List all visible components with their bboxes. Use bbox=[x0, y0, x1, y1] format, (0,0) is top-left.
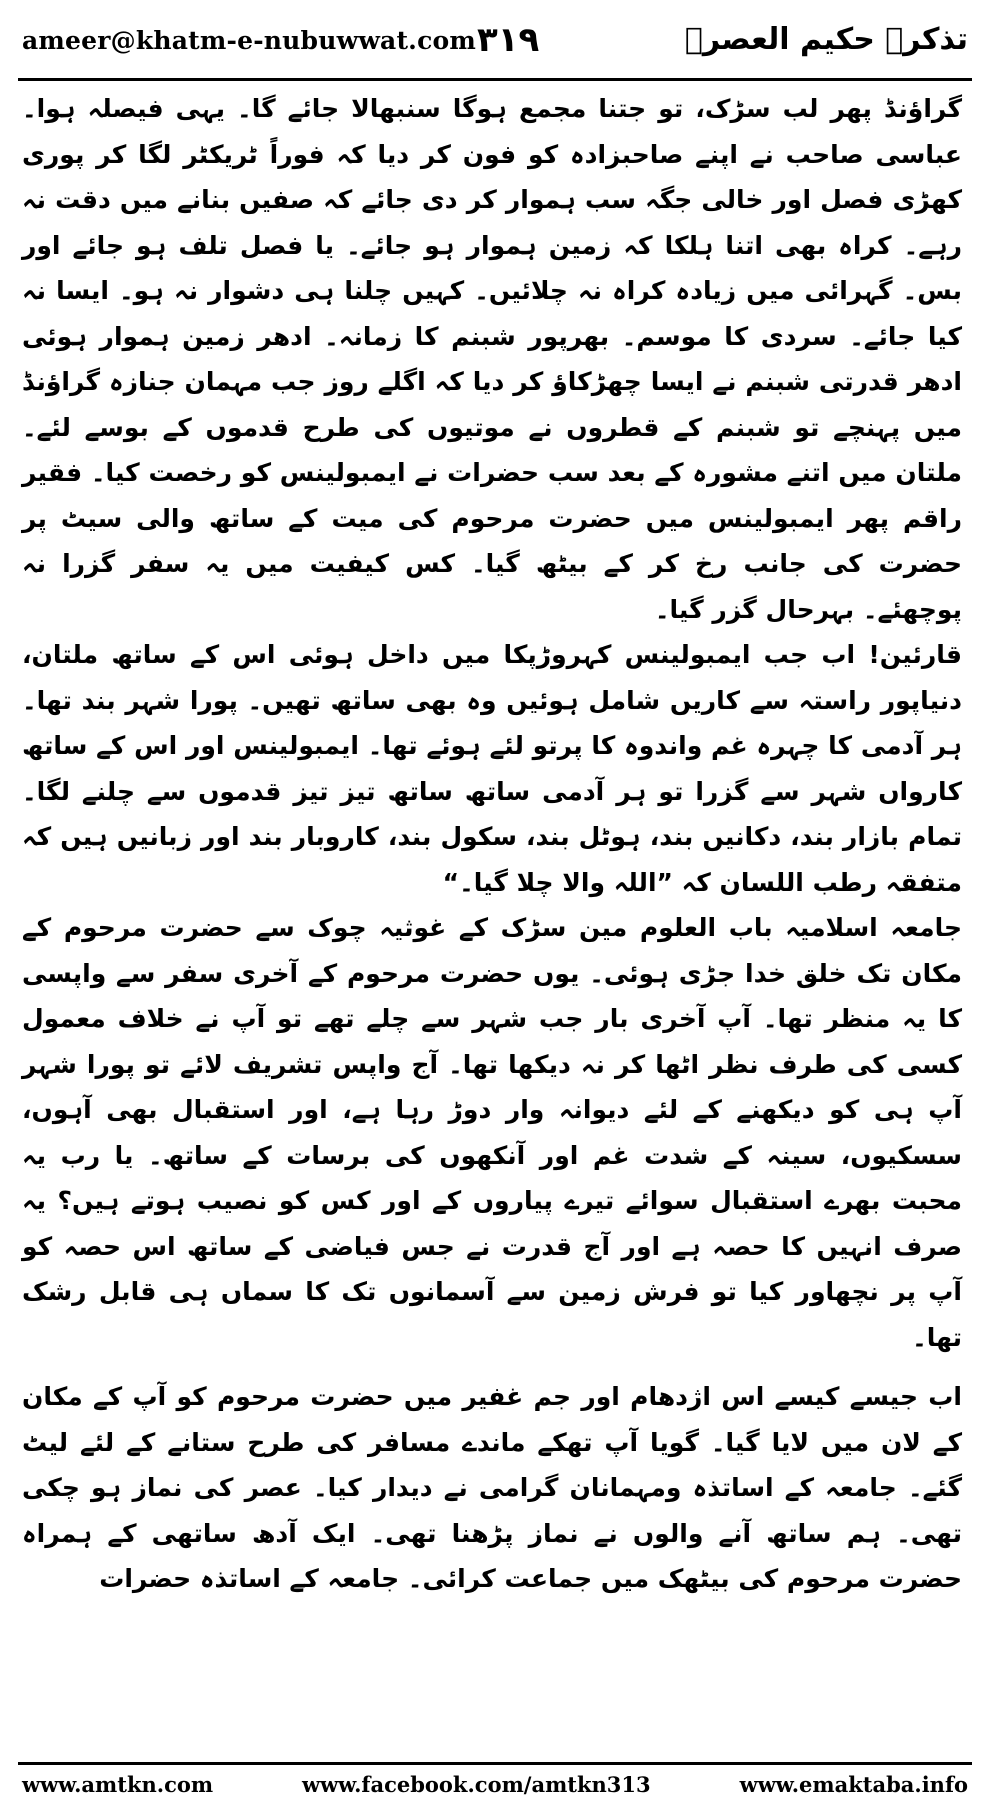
page-body bbox=[22, 86, 962, 1602]
paragraph-1: گراؤنڈ پھر لب سڑک، تو جتنا مجمع ہوگا سنبھالا جائے گا۔ یہی فیصلہ ہوا۔ عباسی صاحب نے اپنے صاحبزادہ کو فون کر دیا کہ فوراً ٹریکٹر لگا کر پوری کھڑی فصل اور خالی جگہ سب ہموار کر دی جائے کہ صفیں بنانے میں دقت نہ رہے۔ کراہ بھی اتنا ہلکا کہ زمین ہموار ہو جائے۔ یا فصل تلف ہو جائے اور بس۔ گہرائی میں زیادہ کراہ نہ چلائیں۔ کہیں چلنا ہی دشوار نہ ہو۔ ایسا نہ کیا جائے۔ سردی کا موسم۔ بھرپور شبنم کا زمانہ۔ ادھر زمین ہموار ہوئی ادھر قدرتی شبنم نے ایسا چھڑکاؤ کر دیا کہ اگلے روز جب مہمان جنازہ گراؤنڈ میں پہنچے تو شبنم کے قطروں نے موتیوں کی طرح قدموں کے بوسے لئے۔ ملتان میں اتنے مشورہ کے بعد سب حضرات نے ایمبولینس کو رخصت کیا۔ فقیر راقم پھر ایمبولینس میں حضرت مرحوم کی میت کے ساتھ والی سیٹ پر حضرت کی جانب رخ کر کے بیٹھ گیا۔ کس کیفیت میں یہ سفر گزرا نہ پوچھئے۔ بہرحال گزر گیا۔ bbox=[22, 94, 962, 624]
paragraph-3: جامعہ اسلامیہ باب العلوم مین سڑک کے غوثیہ چوک سے حضرت مرحوم کے مکان تک خلق خدا جڑی ہوئی۔ یوں حضرت مرحوم کے آخری سفر سے واپسی کا یہ منظر تھا۔ آپ آخری بار جب شہر سے چلے تھے تو آپ نے خلاف معمول کسی کی طرف نظر اٹھا کر نہ دیکھا تھا۔ آج واپس تشریف لائے تو پورا شہر آپ ہی کو دیکھنے کے لئے دیوانہ وار دوڑ رہا ہے، اور استقبال بھی آہوں، سسکیوں، سینہ کے شدت غم اور آنکھوں کی برسات کے ساتھ۔ یا رب یہ محبت بھرے استقبال سوائے تیرے پیاروں کے اور کس کو نصیب ہوتے ہیں؟ یہ صرف انہیں کا حصہ ہے اور آج قدرت نے جس فیاضی کے ساتھ اس حصہ کو آپ پر نچھاور کیا تو فرش زمین سے آسمانوں تک کا سماں ہی قابل رشک تھا۔ bbox=[22, 913, 962, 1352]
footer-link-emaktaba[interactable]: www.emaktaba.info bbox=[739, 1772, 968, 1797]
paragraph-4: اب جیسے کیسے اس اژدھام اور جم غفیر میں حضرت مرحوم کو آپ کے مکان کے لان میں لایا گیا۔ گویا آپ تھکے ماندے مسافر کی طرح ستانے کے لئے لیٹ گئے۔ جامعہ کے اساتذہ ومہمانان گرامی نے دیدار کیا۔ عصر کی نماز ہو چکی تھی۔ ہم ساتھ آنے والوں نے نماز پڑھنا تھی۔ ایک آدھ ساتھی کے ہمراہ حضرت مرحوم کی بیٹھک میں جماعت کرائی۔ جامعہ کے اساتذہ حضرات bbox=[22, 1382, 962, 1593]
page-number: ۳۱۹ bbox=[477, 20, 540, 60]
header-divider bbox=[18, 78, 972, 81]
page-header bbox=[22, 18, 968, 74]
footer-link-amtkn[interactable]: www.amtkn.com bbox=[22, 1772, 214, 1797]
book-title: تذکرہ حکیم العصرؒ bbox=[684, 22, 968, 57]
footer-divider bbox=[18, 1762, 972, 1765]
footer-link-facebook[interactable]: www.facebook.com/amtkn313 bbox=[302, 1772, 651, 1797]
header-email: ameer@khatm-e-nubuwwat.com bbox=[22, 26, 477, 55]
paragraph-2: قارئین! اب جب ایمبولینس کہروڑپکا میں داخل ہوئی اس کے ساتھ ملتان، دنیاپور راستہ سے کاریں شامل ہوئیں وہ بھی ساتھ تھیں۔ پورا شہر بند تھا۔ ہر آدمی کا چہرہ غم واندوہ کا پرتو لئے ہوئے تھا۔ ایمبولینس اور اس کے ساتھ کارواں شہر سے گزرا تو ہر آدمی ساتھ ساتھ تیز تیز قدموں سے چلنے لگا۔ تمام بازار بند، دکانیں بند، ہوٹل بند، سکول بند، کاروبار بند اور زبانیں ہیں کہ متفقہ رطب اللسان کہ ”اللہ والا چلا گیا۔“ bbox=[22, 640, 962, 897]
page-footer bbox=[22, 1770, 968, 1806]
